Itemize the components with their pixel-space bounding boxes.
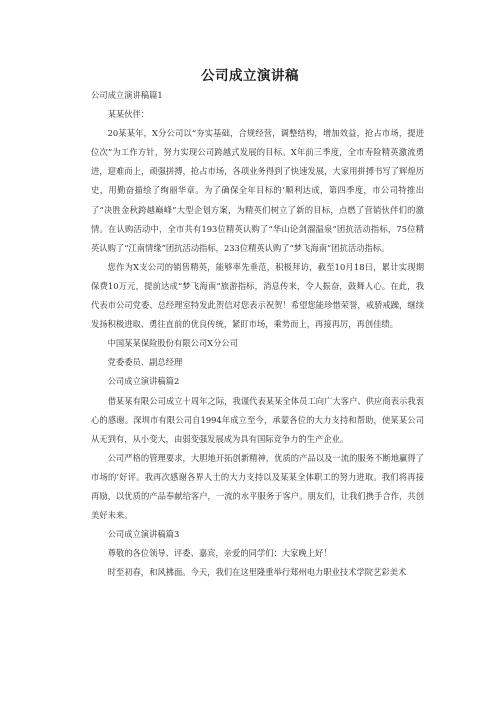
salutation: 某某伙伴： bbox=[107, 109, 150, 120]
salutation: 尊敬的各位领导、评委、嘉宾，亲爱的同学们：大家晚上好！ bbox=[107, 548, 332, 559]
body-paragraph: 时至初春，和风拂面。今天，我们在这里隆重举行郑州电力职业技术学院艺彩美术 bbox=[107, 567, 407, 578]
body-paragraph: 您作为X支公司的销售精英，能够率先垂范，积极拜访，截至10月18日，累计实现期保费10万元，提前达成“梦飞海南”旅游指标，消息传来，令人振奋，鼓舞人心。在此，我代表市公司党委、总经理室特发此贺信对您表示祝贺！希望您能珍惜荣誉，戒骄戒躁，继续发扬积极进取、勇往直前的优良传统，紧盯市场，乘势而上，再接再厉，再创佳绩。 bbox=[91, 261, 424, 330]
body-paragraph: 公司严格的管理要求，大胆地开拓创新精神，优质的产品以及一流的服务不断地赢得了市场的’好评。我再次感谢各界人士的大力支持以及某某全体职工的努力进取。我们将再接再励，以优质的产品奉献给客户，一流的水平服务于客户。朋友们，让我们携手合作，共创美好未来。 bbox=[91, 452, 424, 521]
body-paragraph: 20某某年，X分公司以“夯实基础，合规经营，调整结构，增加效益，抢占市场，提进位次”为工作方针，努力实现公司跨越式发展的目标。X年前三季度，全市寿险精英激流勇进，迎难而上，顽强拼搏，抢占市场，各项业务得到了快速发展，大家用拼搏书写了辉煌历史，用勤奋描绘了绚丽华章。为了确保全年目标的‘顺利达成，第四季度，市公司特推出了“决胜金秋跨越巅峰”大型企划方案，为精英们树立了新的目标，点燃了营销伙伴们的激情。在认购活动中，全市共有193位精英认购了“华山论剑溜温泉”团抗活动指标，75位精英认购了“江南情缘”团抗活动指标，233位精英认购了“梦飞海南”团抗活动指标。 bbox=[91, 128, 424, 253]
section-heading: 公司成立演讲稿篇2 bbox=[107, 376, 180, 387]
section-heading: 公司成立演讲稿篇3 bbox=[107, 529, 180, 540]
signature-title: 党委委员、副总经理 bbox=[107, 357, 183, 368]
body-paragraph: 借某某有限公司成立十周年之际，我谨代表某某全体员工向广大客户、供应商表示我衷心的感谢。深圳市有限公司自1994年成立至今，承蒙各位的大力支持和帮助，使某某公司从无到有，从小变大，由弱变强发展成为具有国际竞争力的生产企业。 bbox=[91, 395, 424, 444]
section-heading: 公司成立演讲稿篇1 bbox=[91, 90, 163, 100]
signature-company: 中国某某保险股份有限公司X分公司 bbox=[107, 338, 238, 349]
document-body bbox=[91, 86, 424, 582]
document-title: 公司成立演讲稿 bbox=[201, 68, 299, 84]
